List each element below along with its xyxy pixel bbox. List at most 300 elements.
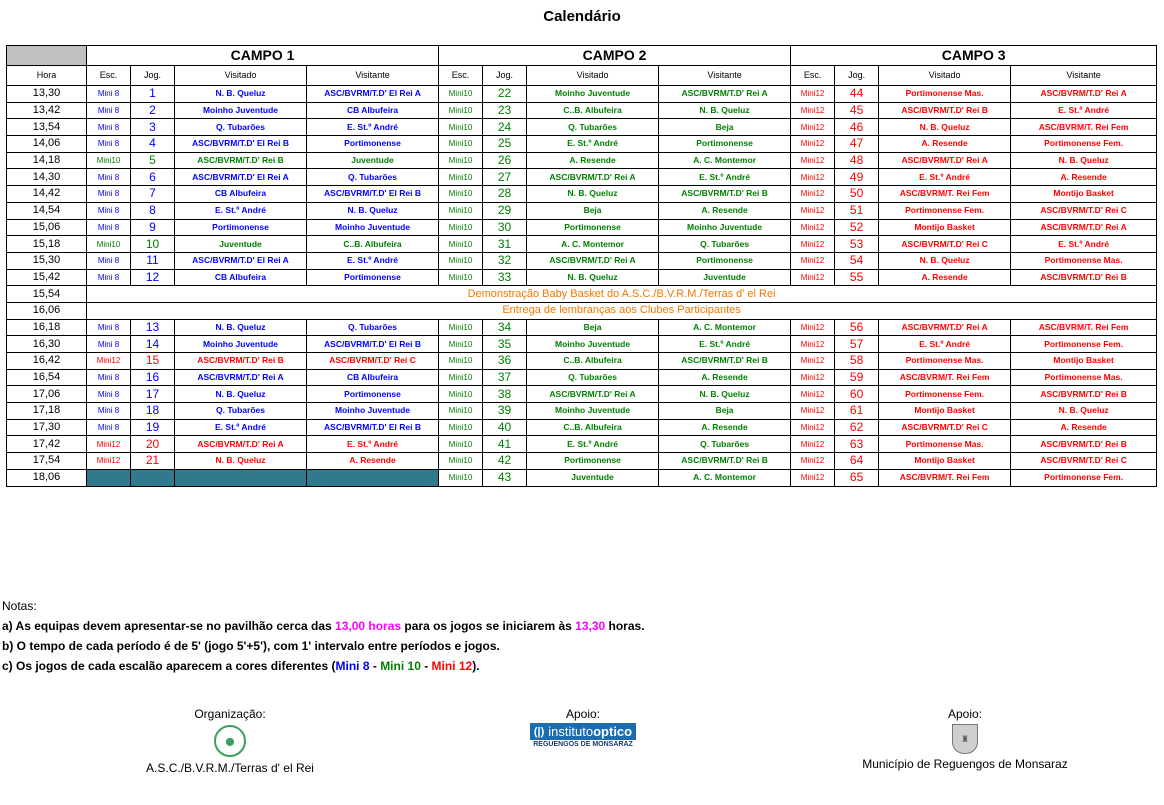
visitado-cell: E. St.º André <box>175 202 307 219</box>
visitado-cell: A. Resende <box>527 152 659 169</box>
visitado-cell: ASC/BVRM/T.D' Rei A <box>175 436 307 453</box>
escalao-cell: Mini12 <box>791 419 835 436</box>
escalao-cell: Mini12 <box>791 152 835 169</box>
visitante-cell: Montijo Basket <box>1011 353 1157 370</box>
visitado-cell: Montijo Basket <box>879 453 1011 470</box>
escalao-cell: Mini10 <box>439 186 483 203</box>
jogo-cell: 53 <box>835 236 879 253</box>
visitante-cell: Portimonense <box>307 136 439 153</box>
escalao-cell: Mini10 <box>439 453 483 470</box>
esc-header: Esc. <box>439 66 483 86</box>
schedule-row <box>7 252 1157 269</box>
escalao-cell: Mini10 <box>439 252 483 269</box>
escalao-cell: Mini10 <box>439 119 483 136</box>
jogo-cell: 10 <box>131 236 175 253</box>
jogo-cell: 65 <box>835 469 879 486</box>
empty-cell <box>131 469 175 486</box>
escalao-cell: Mini12 <box>791 186 835 203</box>
escalao-cell: Mini10 <box>87 152 131 169</box>
escalao-cell: Mini12 <box>791 86 835 103</box>
visitado-cell: Portimonense Fem. <box>879 386 1011 403</box>
schedule-row <box>7 86 1157 103</box>
jogo-cell: 42 <box>483 453 527 470</box>
visitado-cell: A. Resende <box>879 269 1011 286</box>
escalao-cell: Mini12 <box>791 269 835 286</box>
jogo-cell: 5 <box>131 152 175 169</box>
municipio-name: Município de Reguengos de Monsaraz <box>862 757 1068 771</box>
notes <box>2 596 645 676</box>
schedule-row <box>7 319 1157 336</box>
apoio-label: Apoio: <box>947 707 983 721</box>
hora-cell: 15,06 <box>7 219 87 236</box>
hora-cell: 15,42 <box>7 269 87 286</box>
hora-cell: 16,06 <box>7 302 87 319</box>
jogo-cell: 47 <box>835 136 879 153</box>
hora-cell: 15,30 <box>7 252 87 269</box>
schedule-row <box>7 469 1157 486</box>
visitado-cell: CB Albufeira <box>175 186 307 203</box>
visitante-cell: E. St.º André <box>307 252 439 269</box>
jog-header: Jog. <box>483 66 527 86</box>
escalao-cell: Mini10 <box>439 136 483 153</box>
visitado-cell: ASC/BVRM/T. Rei Fem <box>879 469 1011 486</box>
organizacao-label: Organização: <box>194 707 266 721</box>
asc-logo-icon: ⬤ <box>214 725 246 757</box>
escalao-cell: Mini12 <box>791 469 835 486</box>
organizacao-name: A.S.C./B.V.R.M./Terras d' el Rei <box>146 761 314 775</box>
note-b: b) O tempo de cada período é de 5' (jogo 5'+5'), com 1' intervalo entre períodos e jogos. <box>2 639 500 653</box>
visitado-cell: Portimonense Mas. <box>879 86 1011 103</box>
special-event-cell: Entrega de lembranças aos Clubes Participantes <box>87 302 1157 319</box>
schedule-row <box>7 186 1157 203</box>
visitado-cell: ASC/BVRM/T.D' El Rei B <box>175 136 307 153</box>
visitado-cell: Portimonense Mas. <box>879 436 1011 453</box>
escalao-cell: Mini12 <box>791 202 835 219</box>
escalao-cell: Mini10 <box>439 169 483 186</box>
visitante-cell: Portimonense Mas. <box>1011 369 1157 386</box>
jogo-cell: 22 <box>483 86 527 103</box>
jogo-cell: 50 <box>835 186 879 203</box>
escalao-cell: Mini 8 <box>87 403 131 420</box>
visitante-cell: CB Albufeira <box>307 102 439 119</box>
jogo-cell: 62 <box>835 419 879 436</box>
visitado-cell: N. B. Queluz <box>527 186 659 203</box>
hora-cell: 14,30 <box>7 169 87 186</box>
escalao-cell: Mini12 <box>791 353 835 370</box>
visitado-cell: Beja <box>527 202 659 219</box>
visitado-cell: ASC/BVRM/T. Rei Fem <box>879 369 1011 386</box>
escalao-cell: Mini 8 <box>87 136 131 153</box>
jogo-cell: 52 <box>835 219 879 236</box>
visitado-cell: N. B. Queluz <box>175 86 307 103</box>
escalao-cell: Mini10 <box>439 236 483 253</box>
visitante-header: Visitante <box>307 66 439 86</box>
visitado-cell: Moinho Juventude <box>527 403 659 420</box>
visitante-cell: ASC/BVRM/T.D' El Rei B <box>307 186 439 203</box>
escalao-cell: Mini12 <box>791 119 835 136</box>
escalao-cell: Mini 8 <box>87 186 131 203</box>
jogo-cell: 60 <box>835 386 879 403</box>
jogo-cell: 27 <box>483 169 527 186</box>
jogo-cell: 45 <box>835 102 879 119</box>
visitado-cell: Montijo Basket <box>879 403 1011 420</box>
escalao-cell: Mini12 <box>791 386 835 403</box>
visitante-cell: Juventude <box>659 269 791 286</box>
hora-cell: 16,18 <box>7 319 87 336</box>
hora-cell: 17,18 <box>7 403 87 420</box>
escalao-cell: Mini12 <box>87 436 131 453</box>
jogo-cell: 6 <box>131 169 175 186</box>
jogo-cell: 15 <box>131 353 175 370</box>
empty-cell <box>87 469 131 486</box>
escalao-cell: Mini 8 <box>87 269 131 286</box>
visitante-cell: Beja <box>659 403 791 420</box>
escalao-cell: Mini 8 <box>87 169 131 186</box>
escalao-cell: Mini 8 <box>87 369 131 386</box>
escalao-cell: Mini10 <box>439 403 483 420</box>
visitado-cell: Portimonense Mas. <box>879 353 1011 370</box>
visitante-cell: Beja <box>659 119 791 136</box>
apoio-municipio-block <box>820 707 1110 771</box>
visitado-cell: ASC/BVRM/T.D' El Rei A <box>175 169 307 186</box>
visitante-cell: ASC/BVRM/T.D' El Rei B <box>307 336 439 353</box>
jogo-cell: 7 <box>131 186 175 203</box>
visitante-cell: ASC/BVRM/T.D' El Rei B <box>307 419 439 436</box>
visitado-cell: ASC/BVRM/T. Rei Fem <box>879 186 1011 203</box>
hora-cell: 15,18 <box>7 236 87 253</box>
hora-cell: 14,18 <box>7 152 87 169</box>
visitado-cell: ASC/BVRM/T.D' Rei A <box>527 386 659 403</box>
jogo-cell: 37 <box>483 369 527 386</box>
escalao-cell: Mini10 <box>439 86 483 103</box>
jogo-cell: 38 <box>483 386 527 403</box>
visitante-cell: Q. Tubarões <box>659 436 791 453</box>
visitante-cell: ASC/BVRM/T. Rei Fem <box>1011 319 1157 336</box>
visitante-cell: A. C. Montemor <box>659 152 791 169</box>
campo-1-header: CAMPO 1 <box>87 46 439 66</box>
jogo-cell: 14 <box>131 336 175 353</box>
visitante-cell: Moinho Juventude <box>659 219 791 236</box>
jogo-cell: 24 <box>483 119 527 136</box>
visitado-cell: Montijo Basket <box>879 219 1011 236</box>
hora-cell: 14,54 <box>7 202 87 219</box>
visitante-cell: E. St.º André <box>307 119 439 136</box>
jogo-cell: 21 <box>131 453 175 470</box>
jogo-cell: 12 <box>131 269 175 286</box>
visitado-cell: C..B. Albufeira <box>527 353 659 370</box>
visitante-cell: ASC/BVRM/T.D' Rei B <box>1011 269 1157 286</box>
schedule-row <box>7 369 1157 386</box>
hora-header: Hora <box>7 66 87 86</box>
escalao-cell: Mini 8 <box>87 319 131 336</box>
escalao-cell: Mini12 <box>791 169 835 186</box>
visitado-cell: N. B. Queluz <box>175 319 307 336</box>
escalao-cell: Mini12 <box>87 353 131 370</box>
visitante-cell: Portimonense <box>307 386 439 403</box>
visitante-cell: N. B. Queluz <box>307 202 439 219</box>
escalao-cell: Mini12 <box>791 102 835 119</box>
visitante-cell: A. Resende <box>307 453 439 470</box>
escalao-cell: Mini 8 <box>87 219 131 236</box>
visitado-cell: C..B. Albufeira <box>527 419 659 436</box>
escalao-cell: Mini10 <box>439 386 483 403</box>
escalao-cell: Mini 8 <box>87 386 131 403</box>
escalao-cell: Mini10 <box>439 269 483 286</box>
jogo-cell: 46 <box>835 119 879 136</box>
visitado-cell: ASC/BVRM/T.D' Rei B <box>175 353 307 370</box>
hora-cell: 13,54 <box>7 119 87 136</box>
escalao-cell: Mini10 <box>439 336 483 353</box>
visitante-cell: N. B. Queluz <box>659 386 791 403</box>
empty-cell <box>307 469 439 486</box>
hora-cell: 17,30 <box>7 419 87 436</box>
visitado-cell: ASC/BVRM/T.D' Rei A <box>527 252 659 269</box>
visitante-cell: A. Resende <box>659 202 791 219</box>
esc-header: Esc. <box>87 66 131 86</box>
visitado-cell: Q. Tubarões <box>175 403 307 420</box>
visitante-cell: CB Albufeira <box>307 369 439 386</box>
visitante-cell: E. St.º André <box>1011 102 1157 119</box>
visitado-cell: N. B. Queluz <box>879 252 1011 269</box>
jogo-cell: 28 <box>483 186 527 203</box>
escalao-cell: Mini12 <box>791 336 835 353</box>
visitante-cell: Moinho Juventude <box>307 403 439 420</box>
visitante-cell: A. C. Montemor <box>659 319 791 336</box>
jogo-cell: 29 <box>483 202 527 219</box>
escalao-cell: Mini 8 <box>87 419 131 436</box>
escalao-cell: Mini10 <box>439 419 483 436</box>
visitado-cell: Beja <box>527 319 659 336</box>
visitado-cell: E. St.º André <box>879 336 1011 353</box>
visitante-cell: E. St.º André <box>307 436 439 453</box>
visitante-cell: ASC/BVRM/T.D' Rei B <box>1011 436 1157 453</box>
visitado-cell: Moinho Juventude <box>175 336 307 353</box>
visitado-cell: Moinho Juventude <box>527 86 659 103</box>
visitado-cell: Q. Tubarões <box>175 119 307 136</box>
visitado-cell: Portimonense <box>175 219 307 236</box>
schedule-row <box>7 236 1157 253</box>
visitado-cell: ASC/BVRM/T.D' El Rei A <box>175 252 307 269</box>
jogo-cell: 20 <box>131 436 175 453</box>
visitado-header: Visitado <box>175 66 307 86</box>
visitante-cell: ASC/BVRM/T.D' Rei B <box>659 186 791 203</box>
campo-3-header: CAMPO 3 <box>791 46 1157 66</box>
visitado-cell: Q. Tubarões <box>527 369 659 386</box>
visitante-cell: ASC/BVRM/T. Rei Fem <box>1011 119 1157 136</box>
jogo-cell: 8 <box>131 202 175 219</box>
visitante-cell: N. B. Queluz <box>1011 152 1157 169</box>
escalao-cell: Mini10 <box>439 319 483 336</box>
hora-cell: 17,42 <box>7 436 87 453</box>
visitado-cell: Moinho Juventude <box>175 102 307 119</box>
visitado-cell: ASC/BVRM/T.D' Rei A <box>879 152 1011 169</box>
jogo-cell: 36 <box>483 353 527 370</box>
visitante-cell: A. Resende <box>1011 419 1157 436</box>
visitante-header: Visitante <box>659 66 791 86</box>
campo-header-row <box>7 46 1157 66</box>
apoio-instituto-block <box>498 707 668 748</box>
hora-cell: 17,54 <box>7 453 87 470</box>
escalao-cell: Mini12 <box>791 219 835 236</box>
visitante-cell: ASC/BVRM/T.D' Rei C <box>1011 453 1157 470</box>
jog-header: Jog. <box>835 66 879 86</box>
escalao-cell: Mini12 <box>87 453 131 470</box>
visitante-cell: ASC/BVRM/T.D' Rei B <box>1011 386 1157 403</box>
jogo-cell: 56 <box>835 319 879 336</box>
visitante-cell: ASC/BVRM/T.D' Rei A <box>1011 86 1157 103</box>
corner-cell <box>7 46 87 66</box>
escalao-cell: Mini12 <box>791 369 835 386</box>
schedule-table <box>6 45 1157 487</box>
jogo-cell: 31 <box>483 236 527 253</box>
visitado-cell: A. Resende <box>879 136 1011 153</box>
visitante-header: Visitante <box>1011 66 1157 86</box>
hora-cell: 15,54 <box>7 286 87 303</box>
schedule-row <box>7 169 1157 186</box>
hora-cell: 14,42 <box>7 186 87 203</box>
campo-2-header: CAMPO 2 <box>439 46 791 66</box>
jogo-cell: 55 <box>835 269 879 286</box>
escalao-cell: Mini 8 <box>87 86 131 103</box>
jogo-cell: 40 <box>483 419 527 436</box>
visitante-cell: ASC/BVRM/T.D' Rei C <box>1011 202 1157 219</box>
hora-cell: 16,42 <box>7 353 87 370</box>
visitante-cell: A. Resende <box>1011 169 1157 186</box>
note-a: a) As equipas devem apresentar-se no pavilhão cerca das 13,00 horas para os jogos se iniciarem às 13,30 horas. <box>2 619 645 633</box>
visitado-cell: Portimonense <box>527 453 659 470</box>
jogo-cell: 33 <box>483 269 527 286</box>
schedule-row <box>7 302 1157 319</box>
visitado-cell: E. St.º André <box>879 169 1011 186</box>
visitado-cell: E. St.º André <box>527 436 659 453</box>
jogo-cell: 58 <box>835 353 879 370</box>
hora-cell: 16,30 <box>7 336 87 353</box>
escalao-cell: Mini10 <box>439 369 483 386</box>
hora-cell: 17,06 <box>7 386 87 403</box>
schedule-row <box>7 403 1157 420</box>
jogo-cell: 19 <box>131 419 175 436</box>
visitante-cell: C..B. Albufeira <box>307 236 439 253</box>
escalao-cell: Mini12 <box>791 236 835 253</box>
jogo-cell: 51 <box>835 202 879 219</box>
schedule-row <box>7 436 1157 453</box>
visitante-cell: Portimonense Fem. <box>1011 336 1157 353</box>
jogo-cell: 63 <box>835 436 879 453</box>
special-event-cell: Demonstração Baby Basket do A.S.C./B.V.R.M./Terras d' el Rei <box>87 286 1157 303</box>
escalao-cell: Mini 8 <box>87 119 131 136</box>
visitado-header: Visitado <box>527 66 659 86</box>
visitante-cell: Portimonense <box>659 136 791 153</box>
visitante-cell: ASC/BVRM/T.D' Rei A <box>1011 219 1157 236</box>
jogo-cell: 32 <box>483 252 527 269</box>
jogo-cell: 25 <box>483 136 527 153</box>
visitante-cell: Moinho Juventude <box>307 219 439 236</box>
escalao-cell: Mini 8 <box>87 252 131 269</box>
institutoptico-icon: (|) <box>533 725 545 738</box>
notes-heading: Notas: <box>2 599 37 613</box>
visitado-cell: ASC/BVRM/T.D' Rei B <box>175 152 307 169</box>
hora-cell: 14,06 <box>7 136 87 153</box>
visitado-cell: ASC/BVRM/T.D' Rei A <box>175 369 307 386</box>
jogo-cell: 41 <box>483 436 527 453</box>
escalao-cell: Mini10 <box>439 202 483 219</box>
visitado-cell: ASC/BVRM/T.D' Rei A <box>527 169 659 186</box>
schedule-row <box>7 353 1157 370</box>
schedule-row <box>7 453 1157 470</box>
schedule-row <box>7 286 1157 303</box>
schedule-row <box>7 119 1157 136</box>
visitante-cell: Portimonense Mas. <box>1011 252 1157 269</box>
jogo-cell: 3 <box>131 119 175 136</box>
visitado-cell: N. B. Queluz <box>175 386 307 403</box>
visitante-cell: Q. Tubarões <box>307 169 439 186</box>
escalao-cell: Mini 8 <box>87 336 131 353</box>
escalao-cell: Mini10 <box>439 219 483 236</box>
schedule-row <box>7 336 1157 353</box>
jogo-cell: 48 <box>835 152 879 169</box>
visitado-cell: Juventude <box>527 469 659 486</box>
visitado-cell: ASC/BVRM/T.D' Rei B <box>879 102 1011 119</box>
escalao-cell: Mini10 <box>439 102 483 119</box>
visitado-cell: Portimonense Fem. <box>879 202 1011 219</box>
jogo-cell: 44 <box>835 86 879 103</box>
jogo-cell: 16 <box>131 369 175 386</box>
escalao-cell: Mini10 <box>439 436 483 453</box>
hora-cell: 18,06 <box>7 469 87 486</box>
visitante-cell: Juventude <box>307 152 439 169</box>
schedule-row <box>7 136 1157 153</box>
visitante-cell: Portimonense <box>307 269 439 286</box>
organizacao-block <box>92 707 368 775</box>
visitante-cell: Portimonense Fem. <box>1011 136 1157 153</box>
visitado-cell: N. B. Queluz <box>879 119 1011 136</box>
visitante-cell: Q. Tubarões <box>659 236 791 253</box>
visitado-cell: C..B. Albufeira <box>527 102 659 119</box>
institutoptico-subtitle: REGUENGOS DE MONSARAZ <box>533 741 633 748</box>
visitante-cell: Portimonense <box>659 252 791 269</box>
visitado-cell: N. B. Queluz <box>175 453 307 470</box>
visitante-cell: Montijo Basket <box>1011 186 1157 203</box>
visitado-cell: ASC/BVRM/T.D' Rei A <box>879 319 1011 336</box>
escalao-cell: Mini12 <box>791 136 835 153</box>
visitado-cell: A. C. Montemor <box>527 236 659 253</box>
hora-cell: 13,42 <box>7 102 87 119</box>
schedule-row <box>7 419 1157 436</box>
jogo-cell: 1 <box>131 86 175 103</box>
page-title: Calendário <box>543 8 621 25</box>
jogo-cell: 54 <box>835 252 879 269</box>
jogo-cell: 64 <box>835 453 879 470</box>
visitante-cell: ASC/BVRM/T.D' Rei A <box>659 86 791 103</box>
visitante-cell: A. Resende <box>659 369 791 386</box>
note-c: c) Os jogos de cada escalão aparecem a cores diferentes (Mini 8 - Mini 10 - Mini 12). <box>2 659 480 673</box>
jogo-cell: 43 <box>483 469 527 486</box>
jogo-cell: 61 <box>835 403 879 420</box>
schedule-row <box>7 386 1157 403</box>
escalao-cell: Mini12 <box>791 252 835 269</box>
escalao-cell: Mini12 <box>791 453 835 470</box>
visitante-cell: E. St.º André <box>659 169 791 186</box>
jogo-cell: 23 <box>483 102 527 119</box>
visitado-cell: Portimonense <box>527 219 659 236</box>
escalao-cell: Mini12 <box>791 436 835 453</box>
institutoptico-logo: (|) instituto optico <box>530 723 636 740</box>
jogo-cell: 59 <box>835 369 879 386</box>
escalao-cell: Mini10 <box>439 152 483 169</box>
escalao-cell: Mini10 <box>439 353 483 370</box>
escalao-cell: Mini10 <box>87 236 131 253</box>
visitante-cell: ASC/BVRM/T.D' Rei B <box>659 453 791 470</box>
